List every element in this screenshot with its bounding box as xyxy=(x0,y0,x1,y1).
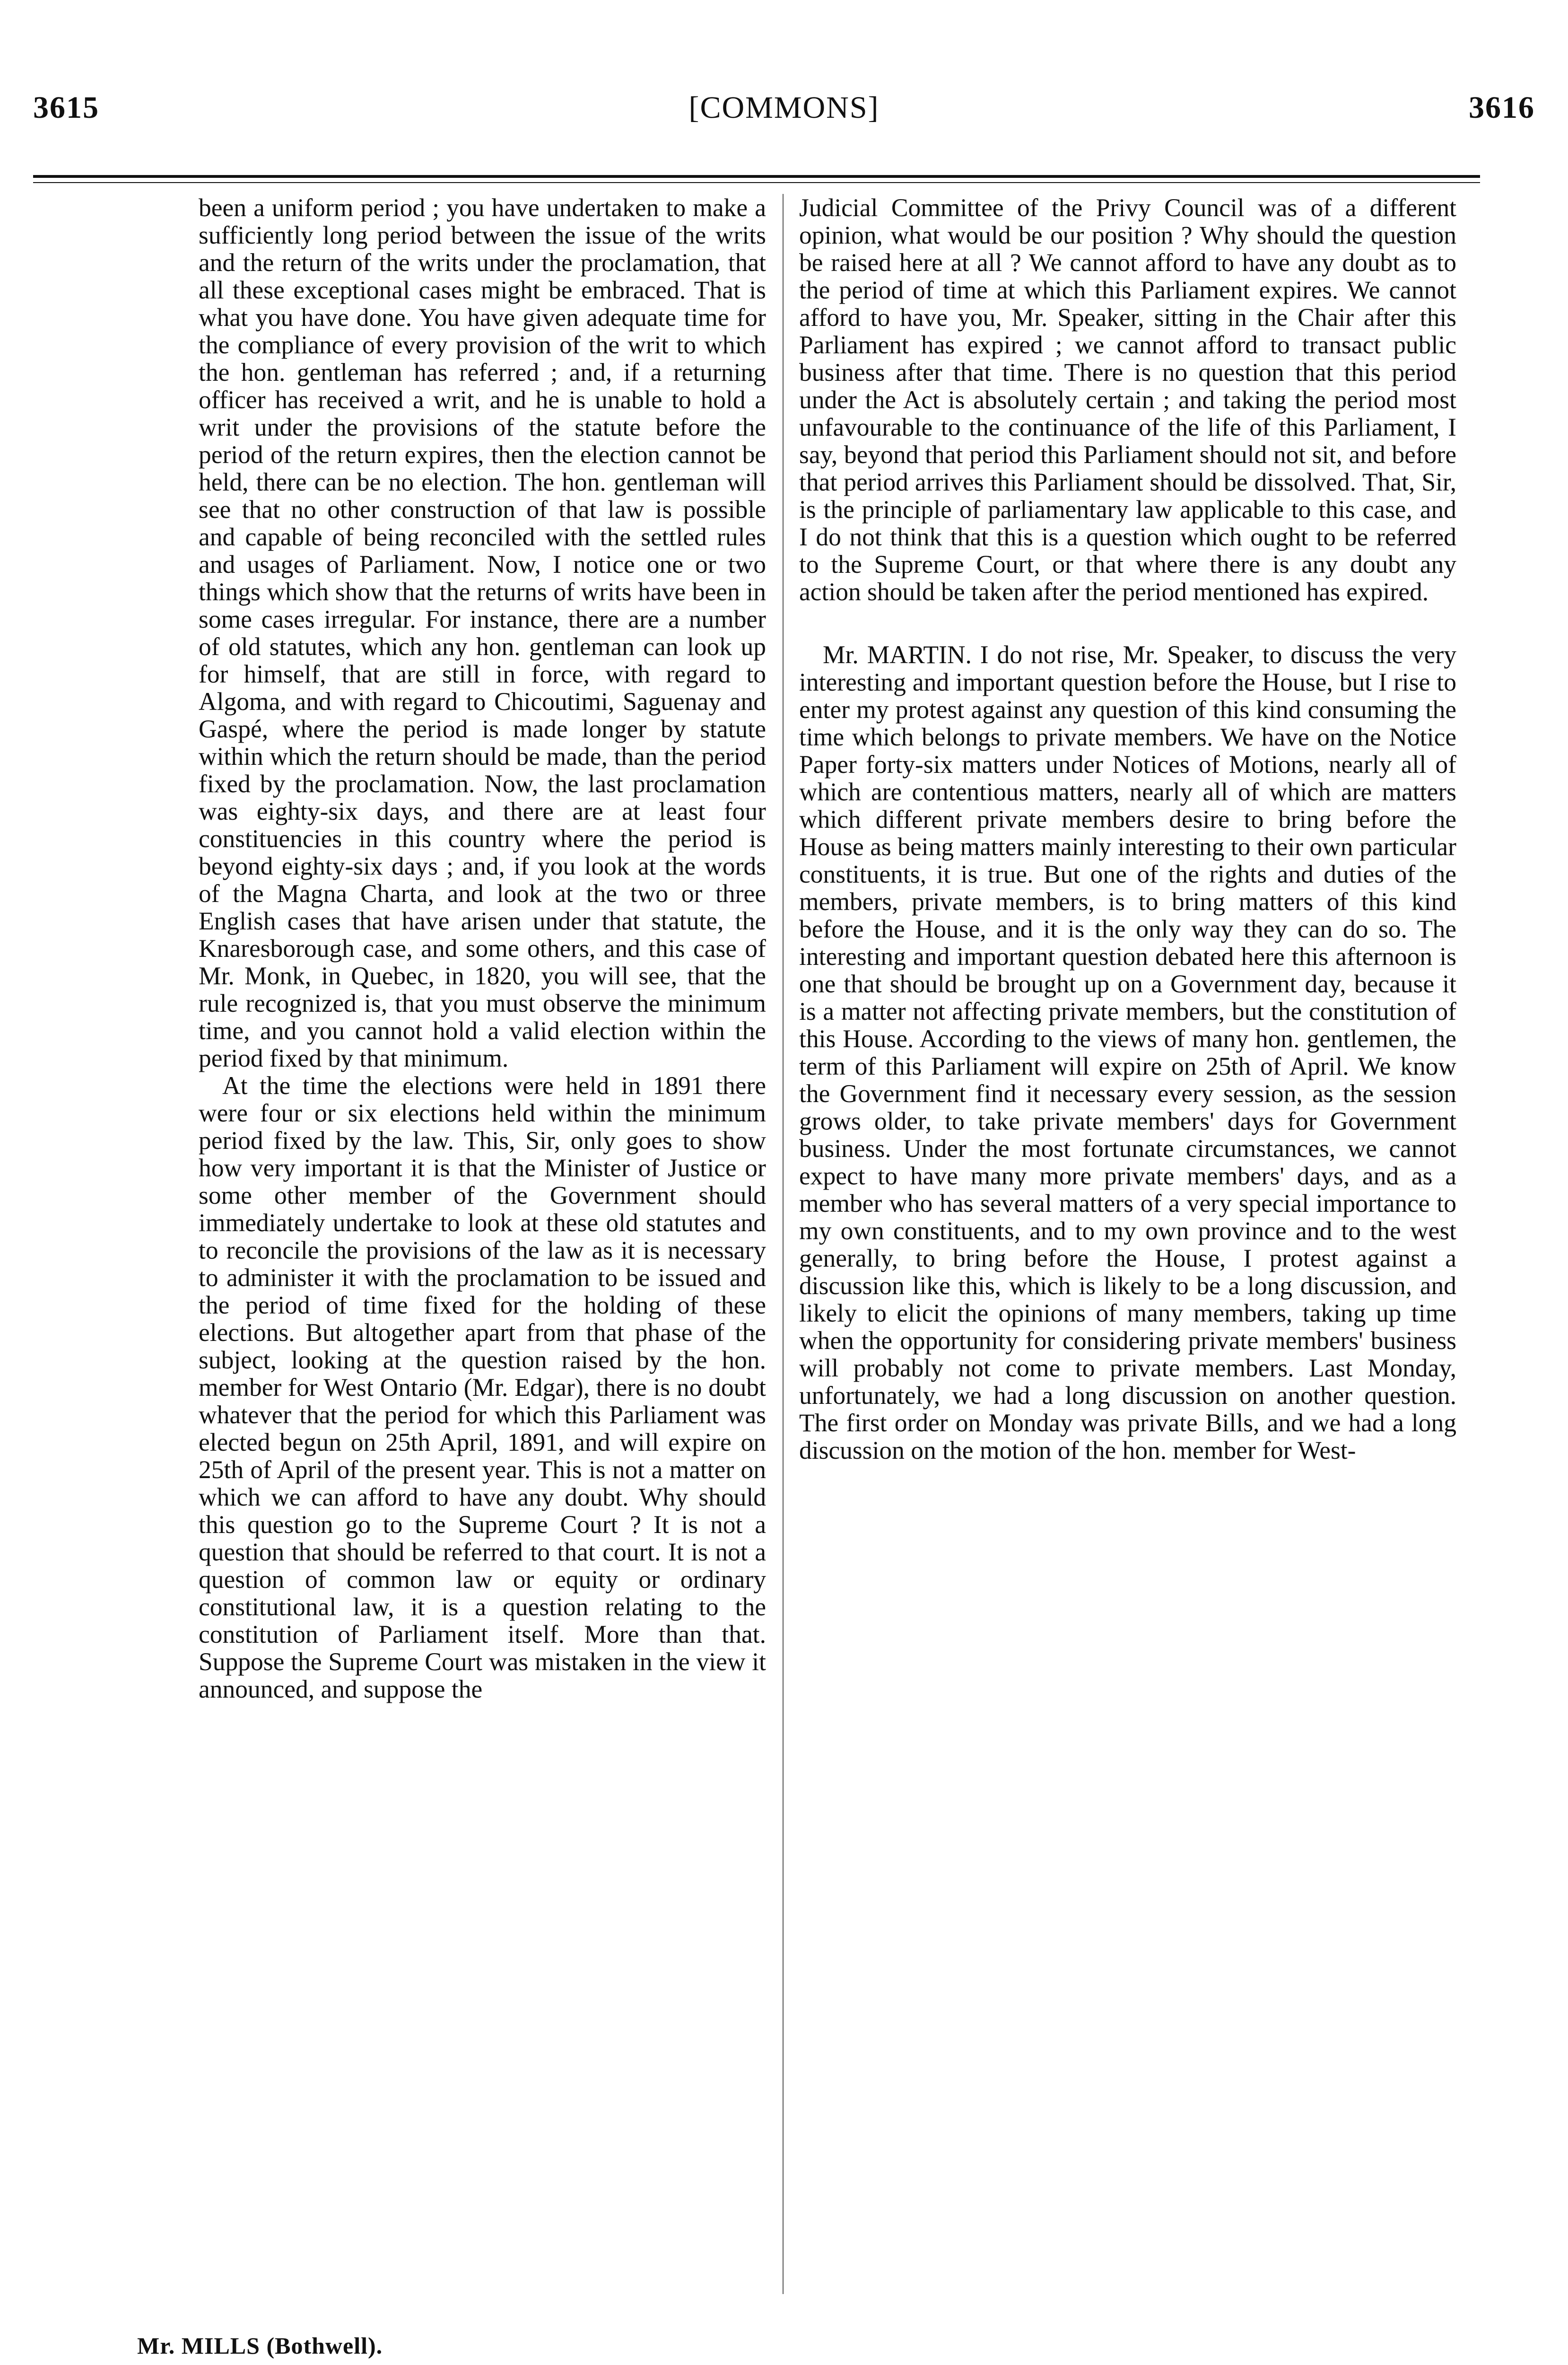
right-column xyxy=(799,194,1456,1464)
speaker-footer: Mr. MILLS (Bothwell). xyxy=(137,2332,383,2359)
paragraph: Judicial Committee of the Privy Council was of a different opinion, what would be our position ? Why should the question be raised here at all ? We cannot afford to have any doubt as to the period of time at which this Parliament expires. We cannot afford to have you, Mr. Speaker, sitting in the Chair after this Parliament has expired ; we cannot afford to transact public business after that time. There is no question that this period under the Act is absolutely certain ; and taking the period most unfavourable to the continuance of the life of this Parliament, I say, beyond that period this Parliament should not sit, and before that period arrives this Parliament should be dissolved. That, Sir, is the principle of parliamentary law applicable to this case, and I do not think that this is a question which ought to be referred to the Supreme Court, or that where there is any doubt any action should be taken after the period mentioned has expired. xyxy=(799,193,1456,606)
paragraph: been a uniform period ; you have undertaken to make a sufficiently long period between the issue of the writs and the return of the writs under the proclamation, that all these exceptional cases might be embraced. That is what you have done. You have given adequate time for the compliance of every provision of the writ to which the hon. gentleman has referred ; and, if a returning officer has received a writ, and he is unable to hold a writ under the provisions of the statute before the period of the return expires, then the election cannot be held, there can be no election. The hon. gentleman will see that no other construction of that law is possible and capable of being reconciled with the settled rules and usages of Parliament. Now, I notice one or two things which show that the returns of writs have been in some cases irregular. For instance, there are a number of old statutes, which any hon. gentleman can look up for himself, that are still in force, with regard to Algoma, and with regard to Chicoutimi, Saguenay and Gaspé, where the period is made longer by statute within which the return should be made, than the period fixed by the proclamation. Now, the last proclamation was eighty-six days, and there are at least four constituencies in this country where the period is beyond eighty-six days ; and, if you look at the words of the Magna Charta, and look at the two or three English cases that have arisen under that statute, the Knaresborough case, and some others, and this case of Mr. Monk, in Quebec, in 1820, you will see, that the rule recognized is, that you must observe the minimum time, and you cannot hold a valid election within the period fixed by that minimum. xyxy=(199,193,766,1072)
header-rule-thin xyxy=(33,182,1480,183)
left-column xyxy=(199,194,766,1703)
paragraph: At the time the elections were held in 1891 there were four or six elections held within the minimum period fixed by the law. This, Sir, only goes to show how very important it is that the Minister of Justice or some other member of the Government should immediately undertake to look at these old statutes and to reconcile the provisions of the law as it is necessary to administer it with the proclamation to be issued and the period of time fixed for the holding of these elections. But altogether apart from that phase of the subject, looking at the question raised by the hon. member for West Ontario (Mr. Edgar), there is no doubt whatever that the period for which this Parliament was elected begun on 25th April, 1891, and will expire on 25th of April of the present year. This is not a matter on which we can afford to have any doubt. Why should this question go to the Supreme Court ? It is not a question that should be referred to that court. It is not a question of common law or equity or ordinary constitutional law, it is a question relating to the constitution of Parliament itself. More than that. Suppose the Supreme Court was mistaken in the view it announced, and suppose the xyxy=(199,1071,766,1703)
page-number-right: 3616 xyxy=(1469,90,1535,125)
paragraph: Mr. MARTIN. I do not rise, Mr. Speaker, to discuss the very interesting and important question before the House, but I rise to enter my protest against any question of this kind consuming the time which belongs to private members. We have on the Notice Paper forty-six matters under Notices of Motions, nearly all of which are contentious matters, nearly all of which are matters which different private members desire to bring before the House as being matters mainly interesting to their own particular constituents, it is true. But one of the rights and duties of the members, private members, is to bring matters of this kind before the House, and it is the only way they can do so. The interesting and important question debated here this afternoon is one that should be brought up on a Government day, because it is a matter not affecting private members, but the constitution of this House. According to the views of many hon. gentlemen, the term of this Parliament will expire on 25th of April. We know the Government find it necessary every session, as the session grows older, to take private members' days for Government business. Under the most fortunate circumstances, we cannot expect to have many more private members' days, and as a member who has several matters of a very special importance to my own constituents, and to my own province and to the west generally, to bring before the House, I protest against a discussion like this, which is likely to be a long discussion, and likely to elicit the opinions of many members, taking up time when the opportunity for considering private members' business will probably not come to private members. Last Monday, unfortunately, we had a long discussion on another question. The first order on Monday was private Bills, and we had a long discussion on the motion of the hon. member for West- xyxy=(799,640,1456,1464)
page-number-left: 3615 xyxy=(33,90,99,125)
header-rule xyxy=(33,175,1480,178)
column-divider xyxy=(783,194,784,2294)
running-head: [COMMONS] xyxy=(688,90,880,125)
page-header xyxy=(0,0,1568,156)
